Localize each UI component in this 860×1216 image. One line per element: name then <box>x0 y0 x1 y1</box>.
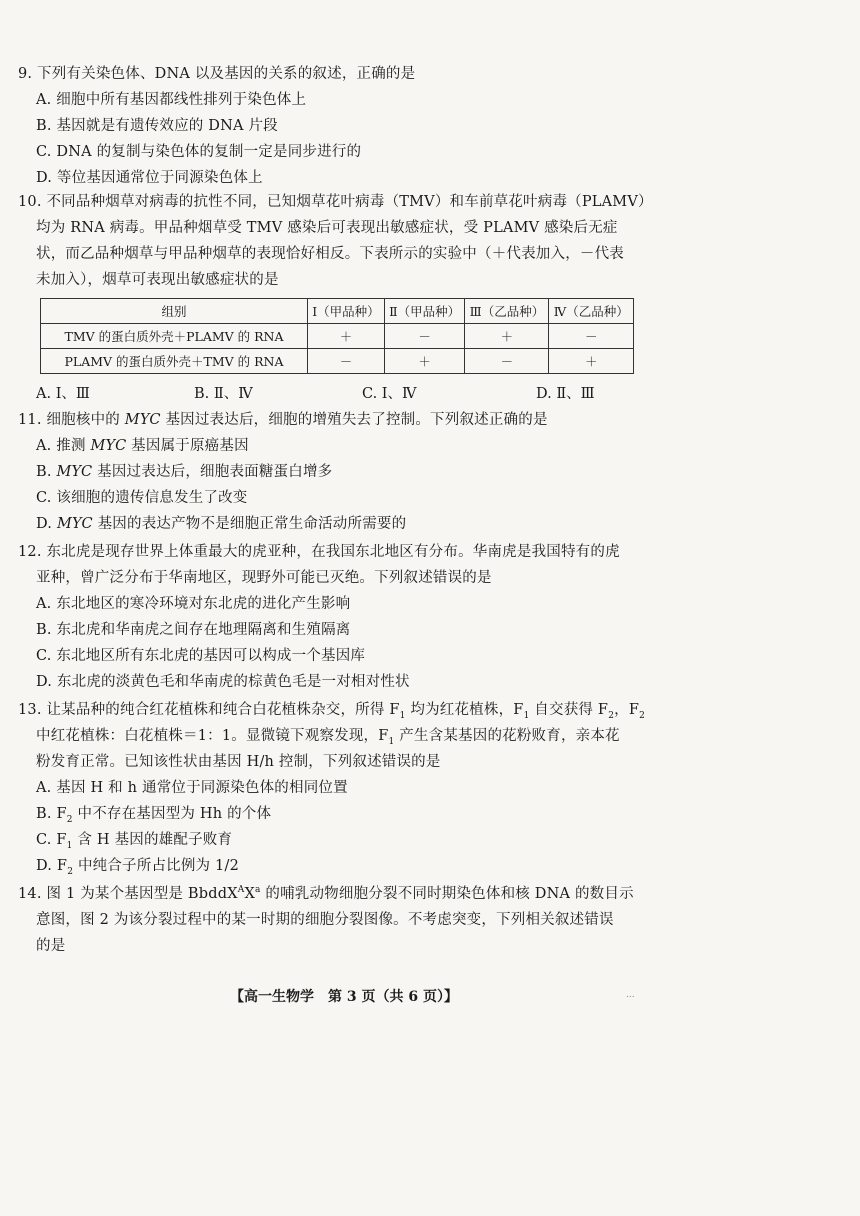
table-cell: ＋ <box>549 349 634 374</box>
q10-stem-line3: 状，而乙品种烟草与甲品种烟草的表现恰好相反。下表所示的实验中（＋代表加入，－代表 <box>36 246 624 262</box>
option-text: 中纯合子所占比例为 1/2 <box>73 858 239 874</box>
q9-option-d: D. 等位基因通常位于同源染色体上 <box>36 170 263 186</box>
q14-stem-line1 <box>18 884 634 904</box>
subscript: 1 <box>388 736 395 747</box>
option-text: D. <box>36 516 57 532</box>
gene-name: MYC <box>56 464 93 480</box>
q10-option-c: C. Ⅰ、Ⅳ <box>362 386 417 402</box>
q10-stem-line1: 10. 不同品种烟草对病毒的抗性不同，已知烟草花叶病毒（TMV）和车前草花叶病毒（PLAMV） <box>18 194 653 210</box>
page-footer: 【高一生物学 第 3 页（共 6 页）】 <box>230 989 458 1005</box>
gene-name: MYC <box>90 438 127 454</box>
table-header-cell: Ⅲ（乙品种） <box>465 299 549 324</box>
q13-text: 中红花植株：白花植株＝1：1。显微镜下观察发现，F <box>36 728 389 744</box>
q10-option-d: D. Ⅱ、Ⅲ <box>536 386 595 402</box>
table-header-cell: Ⅱ（甲品种） <box>384 299 464 324</box>
option-text: 基因属于原癌基因 <box>126 438 249 454</box>
q11-option-c: C. 该细胞的遗传信息发生了改变 <box>36 490 248 506</box>
q11-stem <box>18 410 548 430</box>
q14-stem-line3: 的是 <box>36 938 66 954</box>
q13-text: 产生含某基因的花粉败育，亲本花 <box>394 728 620 744</box>
option-text: C. F <box>36 832 67 848</box>
q9-option-b: B. 基因就是有遗传效应的 DNA 片段 <box>36 118 278 134</box>
q13-option-a: A. 基因 H 和 h 通常位于同源染色体的相同位置 <box>36 780 348 796</box>
subscript: 2 <box>66 814 73 825</box>
option-text: 基因的表达产物不是细胞正常生命活动所需要的 <box>92 516 407 532</box>
q13-stem-line2 <box>36 726 620 746</box>
q9-option-c: C. DNA 的复制与染色体的复制一定是同步进行的 <box>36 144 362 160</box>
q12-stem-line2: 亚种，曾广泛分布于华南地区，现野外可能已灭绝。下列叙述错误的是 <box>36 570 492 586</box>
q10-option-a: A. Ⅰ、Ⅲ <box>36 386 90 402</box>
superscript: a <box>254 885 261 896</box>
subscript: 2 <box>67 866 74 877</box>
q10-option-b: B. Ⅱ、Ⅳ <box>194 386 253 402</box>
subscript: 2 <box>639 710 646 721</box>
subscript: 1 <box>523 710 530 721</box>
q13-text: 13. 让某品种的纯合红花植株和纯合白花植株杂交，所得 F <box>18 702 400 718</box>
table-cell: － <box>384 324 464 349</box>
q13-text: 均为红花植株，F <box>405 702 524 718</box>
q14-text: 的哺乳动物细胞分裂不同时期染色体和核 DNA 的数目示 <box>260 886 634 902</box>
q14-text: 14. 图 1 为某个基因型是 BbddX <box>18 886 238 902</box>
table-cell: ＋ <box>308 324 385 349</box>
q11-option-a <box>36 436 249 456</box>
q10-table <box>40 298 634 374</box>
q12-option-a: A. 东北地区的寒冷环境对东北虎的进化产生影响 <box>36 596 351 612</box>
q11-stem-text: 基因过表达后，细胞的增殖失去了控制。下列叙述正确的是 <box>160 412 548 428</box>
subscript: 1 <box>399 710 406 721</box>
option-text: D. F <box>36 858 68 874</box>
table-header-cell: Ⅰ（甲品种） <box>308 299 385 324</box>
q12-stem-line1: 12. 东北虎是现存世界上体重最大的虎亚种，在我国东北地区有分布。华南虎是我国特有的虎 <box>18 544 620 560</box>
q10-stem-line2: 均为 RNA 病毒。甲品种烟草受 TMV 感染后可表现出敏感症状，受 PLAMV 感染后无症 <box>36 220 618 236</box>
option-text: A. 推测 <box>36 438 91 454</box>
q14-stem-line2: 意图，图 2 为该分裂过程中的某一时期的细胞分裂图像。不考虑突变，下列相关叙述错误 <box>36 912 614 928</box>
q12-option-c: C. 东北地区所有东北虎的基因可以构成一个基因库 <box>36 648 366 664</box>
table-header-row <box>41 299 634 324</box>
q13-option-b <box>36 804 271 824</box>
q14-text: X <box>244 886 255 902</box>
corner-mark: ... <box>626 990 635 1000</box>
subscript: 1 <box>66 840 73 851</box>
q11-stem-text: 11. 细胞核中的 <box>18 412 125 428</box>
q13-option-c <box>36 830 232 850</box>
q13-option-d <box>36 856 239 876</box>
option-text: 基因过表达后，细胞表面糖蛋白增多 <box>92 464 333 480</box>
superscript: A <box>237 885 245 896</box>
q12-option-d: D. 东北虎的淡黄色毛和华南虎的棕黄色毛是一对相对性状 <box>36 674 410 690</box>
table-cell: PLAMV 的蛋白质外壳＋TMV 的 RNA <box>41 349 308 374</box>
q13-text: ，F <box>614 702 640 718</box>
q9-stem: 9. 下列有关染色体、DNA 以及基因的关系的叙述，正确的是 <box>18 66 416 82</box>
table-cell: ＋ <box>465 324 549 349</box>
q11-option-d <box>36 514 406 534</box>
q13-stem-line1 <box>18 700 645 720</box>
table-cell: ＋ <box>384 349 464 374</box>
table-cell: － <box>308 349 385 374</box>
table-cell: － <box>549 324 634 349</box>
option-text: B. F <box>36 806 67 822</box>
gene-name: MYC <box>56 516 93 532</box>
table-row <box>41 324 634 349</box>
q12-option-b: B. 东北虎和华南虎之间存在地理隔离和生殖隔离 <box>36 622 351 638</box>
subscript: 2 <box>608 710 615 721</box>
q13-text: 自交获得 F <box>529 702 609 718</box>
table-cell: TMV 的蛋白质外壳＋PLAMV 的 RNA <box>41 324 308 349</box>
q13-stem-line3: 粉发育正常。已知该性状由基因 H/h 控制，下列叙述错误的是 <box>36 754 441 770</box>
table-header-cell: 组别 <box>41 299 308 324</box>
table-header-cell: Ⅳ（乙品种） <box>549 299 634 324</box>
option-text: 中不存在基因型为 Hh 的个体 <box>72 806 272 822</box>
q10-stem-line4: 未加入），烟草可表现出敏感症状的是 <box>36 272 279 288</box>
option-text: B. <box>36 464 57 480</box>
gene-name: MYC <box>124 412 161 428</box>
table-cell: － <box>465 349 549 374</box>
q9-option-a: A. 细胞中所有基因都线性排列于染色体上 <box>36 92 307 108</box>
q11-option-b <box>36 462 332 482</box>
option-text: 含 H 基因的雄配子败育 <box>72 832 233 848</box>
table-row <box>41 349 634 374</box>
